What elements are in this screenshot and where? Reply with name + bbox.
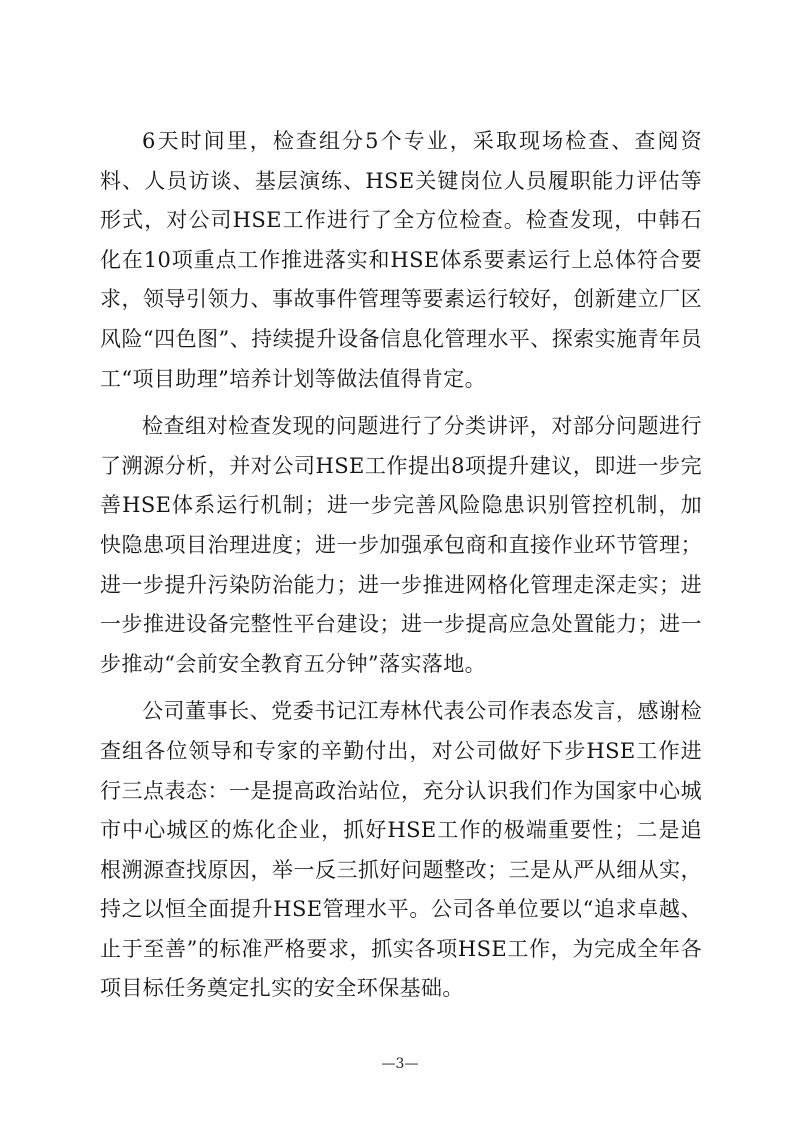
paragraph-improvement-suggestions: 检查组对检查发现的问题进行了分类讲评，对部分问题进行了溯源分析，并对公司HSE工作提出8项提升建议，即进一步完善HSE体系运行机制；进一步完善风险隐患识别管控机制，加快隐患项目治理进度；进一步加强承包商和直接作业环节管理；进一步提升污染防治能力；进一步推进网格化管理走深走实；进一步推进设备完整性平台建设；进一步提高应急处置能力；进一步推动“会前安全教育五分钟”落实落地。 (100, 414, 702, 676)
body-text (100, 122, 702, 1017)
paragraph-chairman-statement: 公司董事长、党委书记江寿林代表公司作表态发言，感谢检查组各位领导和专家的辛勤付出，对公司做好下步HSE工作进行三点表态：一是提高政治站位，充分认识我们作为国家中心城市中心城区的炼化企业，抓好HSE工作的极端重要性；二是追根溯源查找原因，举一反三抓好问题整改；三是从严从细从实，持之以恒全面提升HSE管理水平。公司各单位要以“追求卓越、止于至善”的标准严格要求，抓实各项HSE工作，为完成全年各项目标任务奠定扎实的安全环保基础。 (100, 699, 702, 1001)
paragraph-inspection-summary: 6天时间里，检查组分5个专业，采取现场检查、查阅资料、人员访谈、基层演练、HSE关键岗位人员履职能力评估等形式，对公司HSE工作进行了全方位检查。检查发现，中韩石化在10项重点工作推进落实和HSE体系要素运行上总体符合要求，领导引领力、事故事件管理等要素运行较好，创新建立厂区风险“四色图”、持续提升设备信息化管理水平、探索实施青年员工“项目助理”培养计划等做法值得肯定。 (100, 129, 702, 391)
page-number: —3— (381, 1056, 419, 1072)
